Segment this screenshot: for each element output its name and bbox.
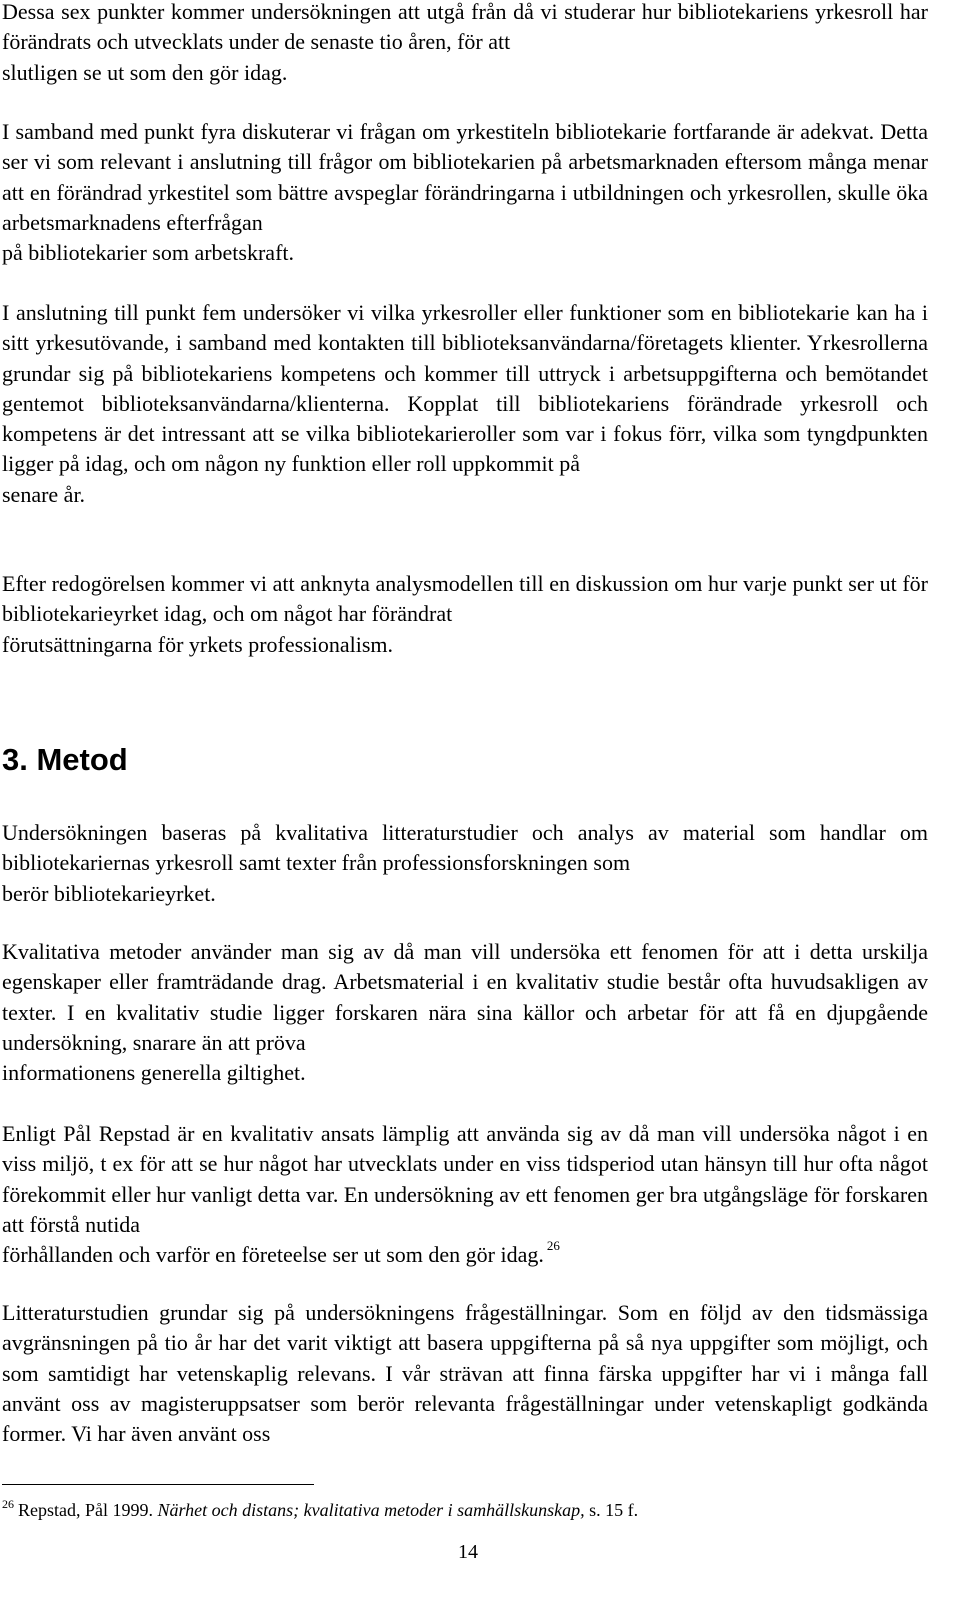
footnote-reference: 26 [546, 1238, 560, 1254]
paragraph-literature-study: Litteraturstudien grundar sig på undersökningens frågeställningar. Som en följd av den tidsmässiga avgränsningen på tio år har det varit viktigt att basera uppgifterna på så nya uppgifter som möjligt, och som samtidigt har vetenskaplig relevans. I vår strävan att finna färska uppgifter har vi i många fall använt oss av magisteruppsatser som berör relevanta frågeställningar under vetenskapligt godkända former. Vi har även använt oss [2, 1300, 929, 1447]
paragraph-qualitative-methods: Kvalitativa metoder använder man sig av då man vill undersöka ett fenomen för att i detta urskilja egenskaper eller framträdande drag. Arbetsmaterial i en kvalitativ studie består ofta huvudsakligen av texter. I en kvalitativ studie ligger forskaren nära sina källor och arbetar för att få en djupgående undersökning, snarare än att pröva informationens generella giltighet. [2, 939, 929, 1086]
section-heading: 3. Metod [2, 742, 128, 777]
footnote-number: 26 [2, 1497, 14, 1511]
footnote-author: Repstad, Pål 1999. [18, 1500, 153, 1520]
paragraph-intro: Dessa sex punkter kommer undersökningen att utgå från då vi studerar hur bibliotekariens yrkesroll har förändrats och utvecklats under de senaste tio åren, för att slutligen se ut som den gör idag. [2, 0, 928, 85]
footnote-separator [2, 1484, 314, 1485]
paragraph-analysis-model: Efter redogörelsen kommer vi att anknyta analysmodellen till en diskussion om hur varje punkt ser ut för bibliotekarieyrket idag, och om något har förändrat förutsättningarna för yrkets professionalism. [2, 571, 929, 657]
paragraph-repstad: Enligt Pål Repstad är en kvalitativ ansats lämplig att använda sig av då man vill undersöka något i en viss miljö, t ex för att se hur något har utvecklats under en viss tidsperiod utan hänsyn till hur ofta något förekommit eller hur vanligt detta var. En undersökning av ett fenomen ger bra utgångsläge för forskaren att förstå nutida förhållanden och varför en företeelse ser ut som den gör idag. $^{26}$ [2, 1121, 929, 1268]
footnote [2, 1498, 922, 1522]
paragraph-title-discussion: I samband med punkt fyra diskuterar vi frågan om yrkestiteln bibliotekarie fortfarande är adekvat. Detta ser vi som relevant i anslutning till frågor om bibliotekarien på arbetsmarknaden eftersom många menar att en förändrad yrkestitel som bättre avspeglar förändringarna i utbildningen och yrkesrollen, skulle öka arbetsmarknadens efterfrågan på bibliotekarier som arbetskraft. [2, 119, 929, 266]
paragraph-method-basis: Undersökningen baseras på kvalitativa litteraturstudier och analys av material som handlar om bibliotekariernas yrkesroll samt texter från professionsforskningen som berör bibliotekarieyrket. [2, 820, 928, 906]
footnote-pages: s. 15 f. [589, 1500, 639, 1520]
footnote-title: Närhet och distans; kvalitativa metoder i samhällskunskap, [157, 1500, 585, 1520]
paragraph-roles: I anslutning till punkt fem undersöker vi vilka yrkesroller eller funktioner som en bibliotekarie kan ha i sitt yrkesutövande, i samband med kontakten till biblioteksanvändarna/företagets klienter. Yrkesrollerna grundar sig på bibliotekariens kompetens och kommer till uttryck i arbetsuppgifterna och bemötandet gentemot biblioteksanvändarna/klienterna. Kopplat till bibliotekariens förändrade yrkesroll och kompetens är det intressant att se vilka bibliotekarieroller som var i fokus förr, vilka som tyngdpunkten ligger på idag, och om någon ny funktion eller roll uppkommit på senare år. [2, 300, 929, 507]
page-number: 14 [458, 1541, 478, 1563]
